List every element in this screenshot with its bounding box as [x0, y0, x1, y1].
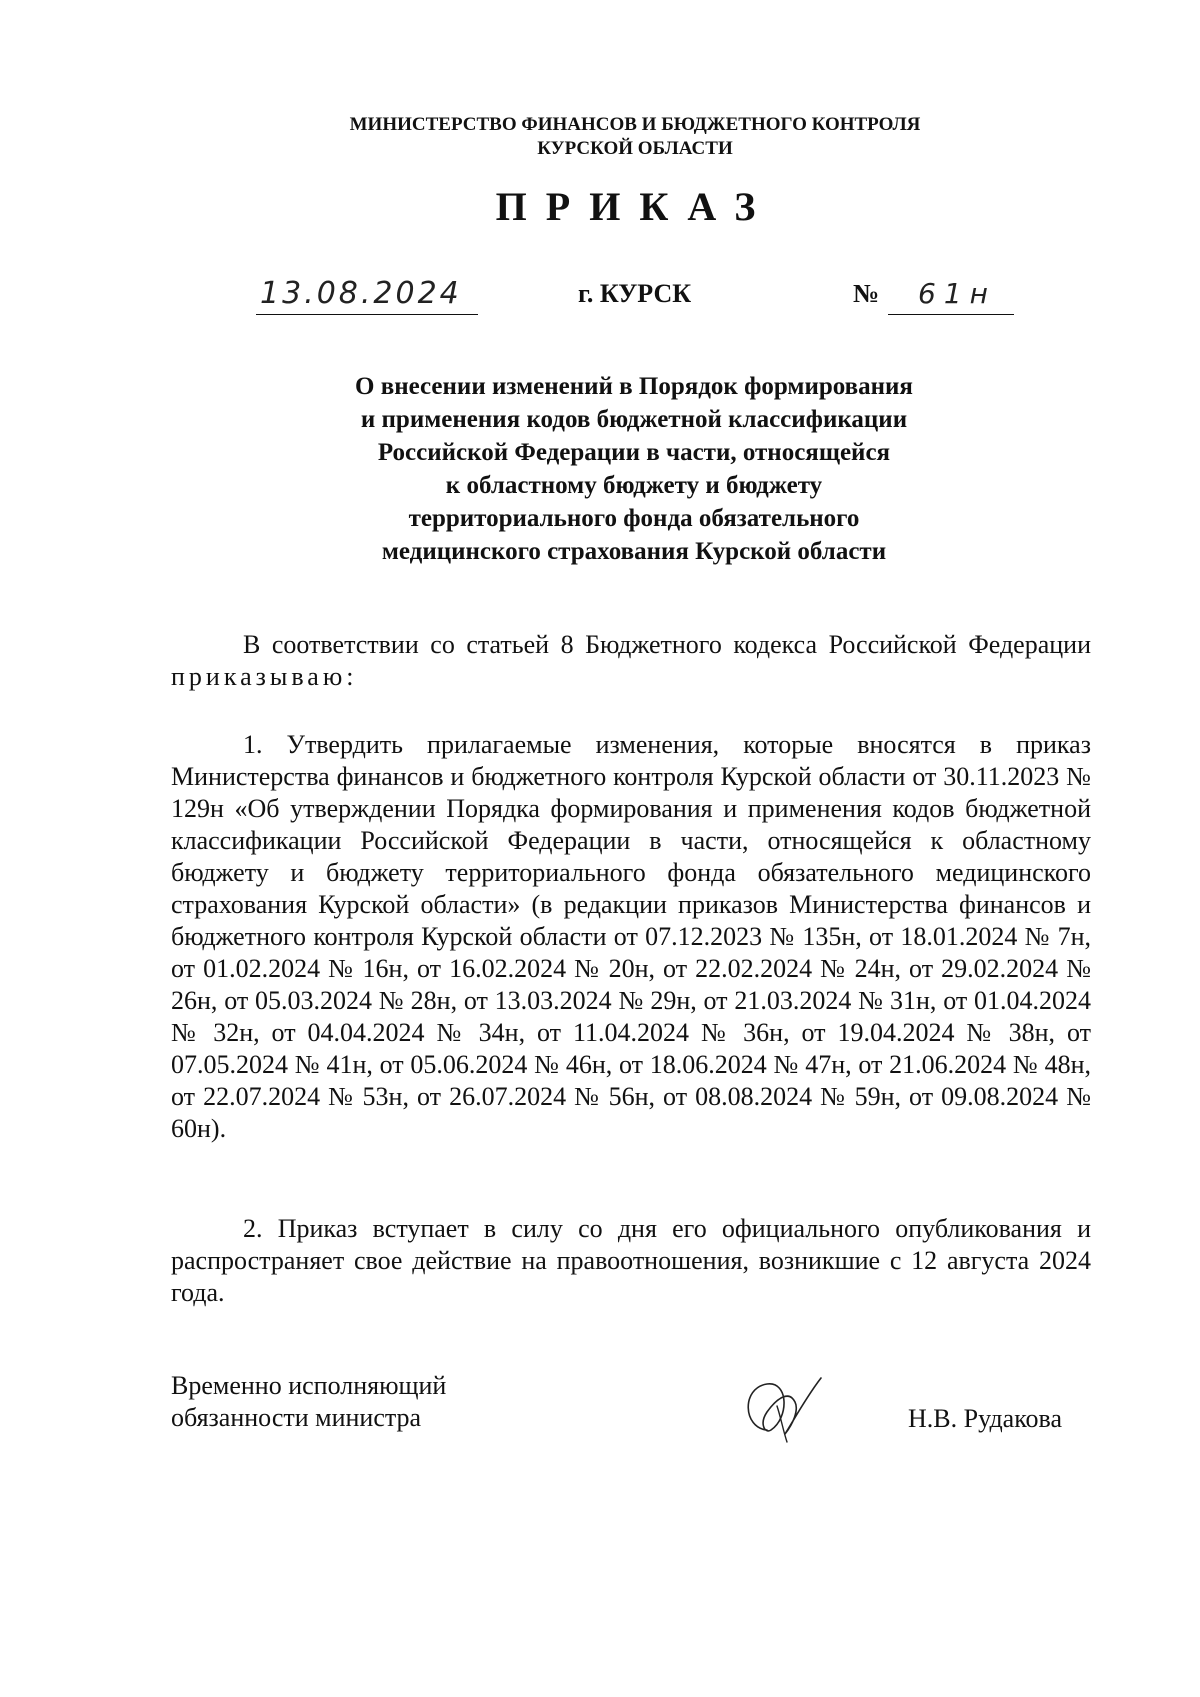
signatory-position	[171, 1370, 446, 1434]
position-line-2: обязанности министра	[171, 1403, 422, 1432]
ministry-line-1: МИНИСТЕРСТВО ФИНАНСОВ И БЮДЖЕТНОГО КОНТРОЛЯ	[349, 114, 921, 135]
subject-line: территориального фонда обязательного	[408, 505, 860, 532]
item-2-paragraph: 2. Приказ вступает в силу со дня его официального опубликования и распространяет свое действие на правоотношения, возникшие с 12 августа 2024 года.	[171, 1214, 1091, 1307]
position-line-1: Временно исполняющий	[171, 1371, 447, 1400]
date-field	[256, 274, 478, 315]
handwritten-date: 13.08.2024	[260, 276, 462, 311]
ministry-line-2: КУРСКОЙ ОБЛАСТИ	[537, 138, 733, 159]
subject-line: О внесении изменений в Порядок формирования	[355, 373, 913, 400]
ministry-header	[0, 113, 1200, 161]
subject-line: к областному бюджету и бюджету	[445, 472, 823, 499]
number-field	[888, 274, 1014, 315]
handwritten-number: 61н	[918, 277, 996, 310]
number-sign: №	[853, 279, 880, 308]
subject-line: Российской Федерации в части, относящейся	[377, 439, 891, 466]
subject-line: и применения кодов бюджетной классификации	[360, 406, 908, 433]
signer-name: Н.В. Рудакова	[908, 1404, 1062, 1433]
city: г. КУРСК	[578, 279, 692, 308]
preamble-paragraph	[171, 629, 1091, 693]
document-subject	[240, 370, 1028, 568]
item-1-paragraph: 1. Утвердить прилагаемые изменения, которые вносятся в приказ Министерства финансов и бюджетного контроля Курской области от 30.11.2023 № 129н «Об утверждении Порядка формирования и применения кодов бюджетной классификации Российской Федерации в части, относящейся к областному бюджету и бюджету территориального фонда обязательного медицинского страхования Курской области» (в редакции приказов Министерства финансов и бюджетного контроля Курской области от 07.12.2023 № 135н, от 18.01.2024 № 7н, от 01.02.2024 № 16н, от 16.02.2024 № 20н, от 22.02.2024 № 24н, от 29.02.2024 № 26н, от 05.03.2024 № 28н, от 13.03.2024 № 29н, от 21.03.2024 № 31н, от 01.04.2024 № 32н, от 04.04.2024 № 34н, от 11.04.2024 № 36н, от 19.04.2024 № 38н, от 07.05.2024 № 41н, от 05.06.2024 № 46н, от 18.06.2024 № 47н, от 21.06.2024 № 48н, от 22.07.2024 № 53н, от 26.07.2024 № 56н, от 08.08.2024 № 59н, от 09.08.2024 № 60н).	[171, 730, 1091, 1143]
subject-line: медицинского страхования Курской области	[381, 538, 887, 565]
order-word: приказываю:	[171, 662, 358, 691]
document-type-title: ПРИКАЗ	[495, 184, 775, 229]
handwritten-signature	[737, 1372, 829, 1448]
preamble-text: В соответствии со статьей 8 Бюджетного кодекса Российской Федерации	[243, 630, 1091, 659]
